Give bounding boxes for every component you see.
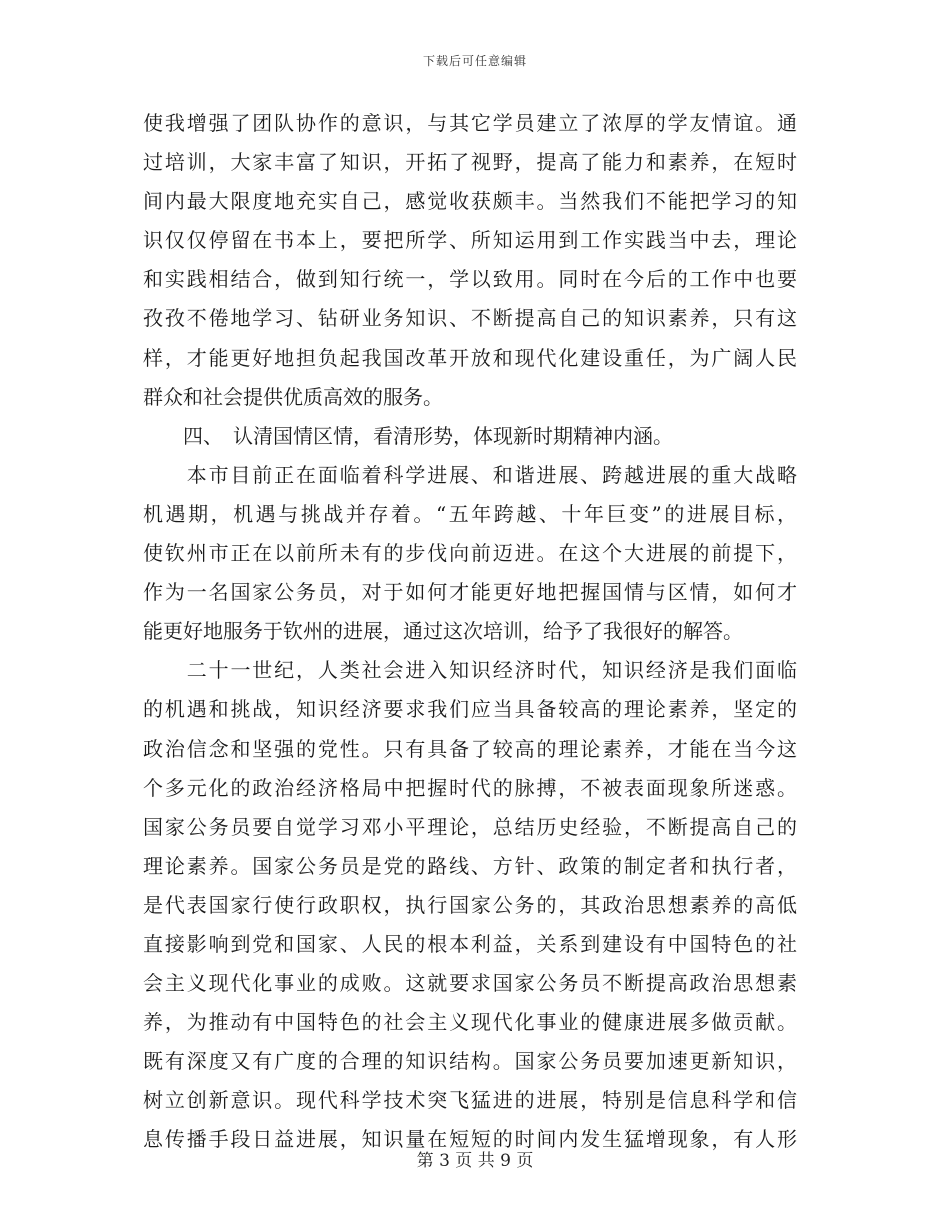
text-line: 直接影响到党和国家、人民的根本利益，关系到建设有中国特色的社 <box>143 931 797 956</box>
text-line: 识仅仅停留在书本上，要把所学、所知运用到工作实践当中去，理论 <box>143 228 797 253</box>
text-line: 是代表国家行使行政职权，执行国家公务的，其政治思想素养的高低 <box>143 892 797 917</box>
text-line: 个多元化的政治经济格局中把握时代的脉搏，不被表面现象所迷惑。 <box>143 775 797 800</box>
text-line: 养，为推动有中国特色的社会主义现代化事业的健康进展多做贡献。 <box>143 1010 797 1035</box>
text-line: 理论素养。国家公务员是党的路线、方针、政策的制定者和执行者， <box>143 853 797 878</box>
text-line: 四、 认清国情区情，看清形势，体现新时期精神内涵。 <box>143 423 673 448</box>
text-line: 作为一名国家公务员，对于如何才能更好地把握国情与区情，如何才 <box>143 580 797 605</box>
text-line: 本市目前正在面临着科学进展、和谐进展、跨越进展的重大战略 <box>143 462 797 487</box>
text-line: 过培训，大家丰富了知识，开拓了视野，提高了能力和素养，在短时 <box>143 150 797 175</box>
header-note: 下载后可任意编辑 <box>422 54 527 68</box>
text-line: 会主义现代化事业的成败。这就要求国家公务员不断提高政治思想素 <box>143 971 797 996</box>
text-line: 孜孜不倦地学习、钻研业务知识、不断提高自己的知识素养，只有这 <box>143 306 797 331</box>
text-line: 使我增强了团队协作的意识，与其它学员建立了浓厚的学友情谊。通 <box>143 111 797 135</box>
text-line: 间内最大限度地充实自己，感觉收获颇丰。当然我们不能把学习的知 <box>143 189 797 214</box>
body-text <box>143 104 797 1160</box>
text-line: 二十一世纪，人类社会进入知识经济时代，知识经济是我们面临 <box>143 658 797 683</box>
text-line: 和实践相结合，做到知行统一，学以致用。同时在今后的工作中也要 <box>143 267 797 292</box>
text-line: 树立创新意识。现代科学技术突飞猛进的进展，特别是信息科学和信 <box>143 1088 797 1113</box>
text-line: 能更好地服务于钦州的进展，通过这次培训，给予了我很好的解答。 <box>143 619 743 644</box>
text-line: 样，才能更好地担负起我国改革开放和现代化建设重任，为广阔人民 <box>143 345 797 370</box>
text-line: 国家公务员要自觉学习邓小平理论，总结历史经验，不断提高自己的 <box>143 814 797 839</box>
text-line: 息传播手段日益进展，知识量在短短的时间内发生猛增现象，有人形 <box>143 1127 797 1152</box>
page-number-footer: 第 3 页 共 9 页 <box>416 1151 534 1171</box>
text-line: 的机遇和挑战，知识经济要求我们应当具备较高的理论素养，坚定的 <box>143 697 797 722</box>
text-line: 群众和社会提供优质高效的服务。 <box>143 384 443 409</box>
text-line: 使钦州市正在以前所未有的步伐向前迈进。在这个大进展的前提下， <box>143 541 797 566</box>
text-line: 政治信念和坚强的党性。只有具备了较高的理论素养，才能在当今这 <box>143 736 797 761</box>
text-line: 机遇期，机遇与挑战并存着。“五年跨越、十年巨变”的进展目标， <box>143 501 797 526</box>
text-line: 既有深度又有广度的合理的知识结构。国家公务员要加速更新知识， <box>143 1049 797 1074</box>
